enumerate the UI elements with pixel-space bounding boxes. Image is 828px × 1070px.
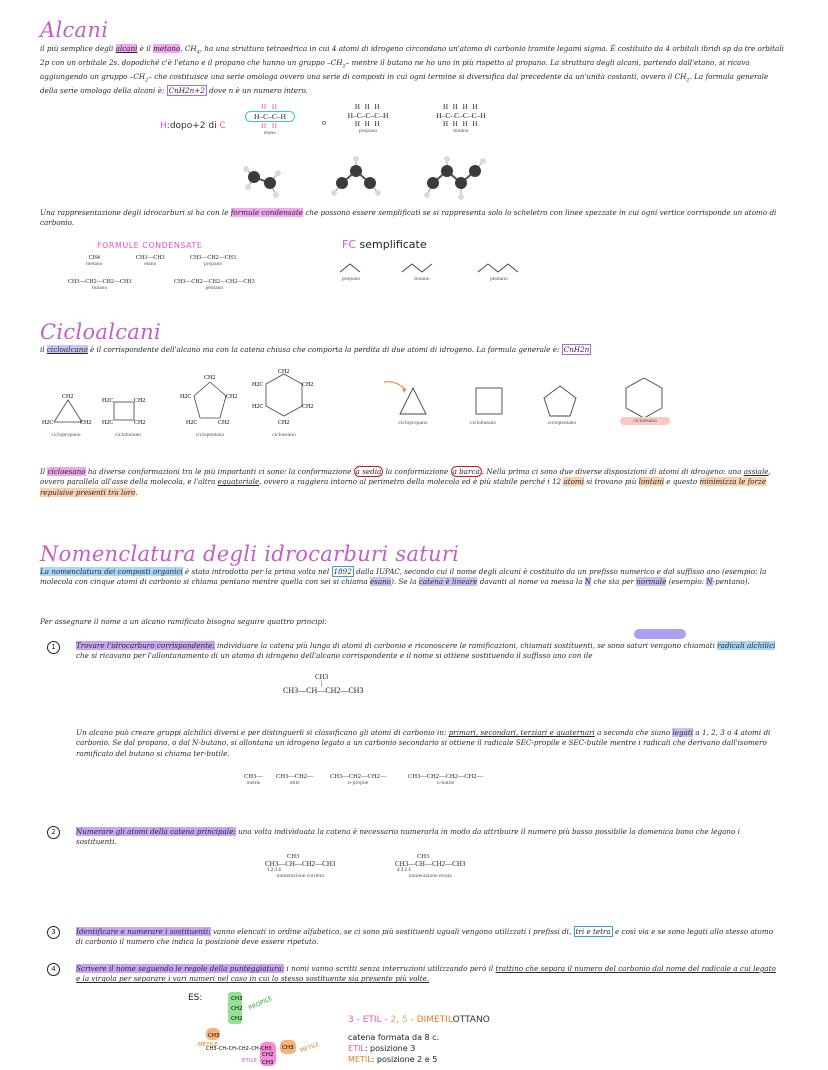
condensed-metano: CH4 metano — [86, 255, 103, 267]
etano-caption: etano — [263, 130, 277, 136]
cycloalkane-structures — [40, 368, 330, 428]
text-run: si trovano più — [584, 477, 639, 487]
alcani-paragraph-1 — [40, 44, 788, 96]
text-run: – — [345, 57, 352, 67]
hand-note — [160, 121, 226, 131]
caption-struct-ciclopentano: ciclopentano — [195, 432, 225, 438]
nomenclatura-paragraph-1 — [40, 567, 788, 588]
step-3-text — [76, 927, 776, 948]
alcani-paragraph-2 — [40, 208, 788, 229]
hand-note-c: C — [219, 121, 226, 131]
caption-struct-cicloesano: cicloesano — [272, 432, 296, 438]
text-run: CnH2n — [563, 345, 590, 354]
example-note-metil: METIL: posizione 2 e 5 — [348, 1055, 438, 1064]
example-name-dimetil: - DIMETIL — [407, 1015, 453, 1025]
poly-ciclopentano — [544, 386, 576, 416]
step-1-number: 1 — [47, 641, 60, 654]
poly-cicloesano — [626, 378, 662, 418]
step-4-number: 4 — [47, 963, 60, 976]
ball-stick-propano — [331, 156, 381, 196]
step-4-text — [76, 964, 776, 985]
svg-text:H2C: H2C — [252, 404, 264, 410]
svg-text:CH2: CH2 — [302, 382, 314, 388]
nomenclatura-intro: Per assegnare il nome a un alcano ramificato bisogna seguire quattro principi: — [40, 617, 327, 626]
text-run: primari, secondari, terziari e quaternari — [448, 728, 595, 737]
es-label: ES: — [188, 993, 203, 1003]
text-run: . La formula generale della serie omologa della alcani è: — [40, 71, 769, 95]
caption-struct-ciclobutano: ciclobutano — [114, 432, 142, 438]
condensed-propano: CH3—CH2—CH3 propano — [190, 255, 237, 267]
svg-text:CH3: CH3 — [231, 996, 243, 1002]
text-run: e così via e se sono legati allo stesso atomo di carbonio il numero che indica la posizione deve essere ripetuto. — [76, 927, 774, 947]
section-title-alcani: Alcani — [40, 18, 109, 42]
svg-text:CH2: CH2 — [218, 420, 230, 426]
num-wrong-nums: 4 3 2 1 — [397, 868, 411, 873]
text-run: . — [135, 487, 138, 497]
svg-text:H2C: H2C — [180, 394, 192, 400]
svg-text:H2C: H2C — [102, 398, 114, 404]
text-run: mentre il butano ne ho uno in più rispetto al propano. La struttura degli alcani, partendo dall'etano, si ricava aggiungendo un gruppo — [40, 57, 750, 81]
num-correct-top: CH3 — [287, 853, 300, 860]
text-run: ). Se la — [391, 577, 419, 587]
num-wrong-top: CH3 — [417, 853, 430, 860]
text-run: Una rappresentazione degli idrocarburi si ha con le — [40, 208, 231, 217]
svg-text:H2C: H2C — [252, 382, 264, 388]
text-run: legati — [672, 728, 694, 737]
text-run: dalla IUPAC, secondo cui il nome degli alcani è costituito da un prefisso numerico e dal suffisso ano (esempio: la molecola con cinque atomi di carbonio si chiama pentano mentre quella con sei si chiama — [40, 567, 767, 587]
text-run: alcani — [115, 44, 138, 53]
svg-text:H2C: H2C — [102, 420, 114, 426]
text-run: atomi — [563, 477, 585, 487]
text-run: 2 — [686, 77, 690, 84]
caption-struct-ciclopropano: ciclopropano — [51, 432, 81, 438]
text-run: e questo — [664, 477, 700, 487]
num-wrong-main: CH3—CH—CH2—CH3 — [395, 860, 466, 868]
svg-text:CH2: CH2 — [62, 394, 74, 400]
label-etile: ETILE — [242, 1058, 257, 1064]
section-title-cicloalcani: Cicloalcani — [40, 320, 161, 344]
butano-structure — [425, 103, 497, 134]
hand-note-h: H — [160, 121, 167, 131]
text-run: normale — [636, 577, 667, 587]
propano-mid: H–C–C–C–H — [347, 111, 389, 120]
svg-text:CH2: CH2 — [278, 369, 290, 375]
butano-bot: H H H H — [443, 120, 479, 128]
svg-text:CH2: CH2 — [134, 420, 146, 426]
ball-stick-etano — [243, 166, 281, 198]
propano-caption: propano — [358, 128, 378, 134]
text-run: a 1, 2, 3 o 4 atomi di carbonio. Se dal propano, o dal N-butano, si allontana un idrogeno legato a un carbonio secondario si ottiene il radicale SEC-propile e SEC-butile mentre i radicali che derivano dall'isomero ramificato del butano si chiama ter-butile. — [76, 728, 771, 758]
text-run: Il — [40, 467, 48, 476]
text-run: tri e tetra — [575, 927, 611, 936]
svg-text:CH2: CH2 — [231, 1006, 243, 1012]
text-run: cicloalcano — [46, 345, 88, 354]
text-run: a sedia — [355, 467, 382, 476]
struct-ciclobutano — [102, 398, 145, 426]
semplificate-label: semplificate — [359, 238, 427, 251]
label-metile-1: METILE — [198, 1042, 218, 1048]
svg-text:CH2: CH2 — [302, 404, 314, 410]
text-run: assiale — [743, 467, 769, 476]
num-correct-nums: 1 2 3 4 — [267, 868, 281, 873]
skeletal-propano — [340, 264, 360, 272]
svg-text:CH2: CH2 — [80, 420, 92, 426]
svg-text:CH2: CH2 — [226, 394, 238, 400]
step-2-number: 2 — [47, 826, 60, 839]
radical-npropile: CH3—CH2—CH2— n-propile — [330, 773, 387, 786]
condensed-formulas — [68, 255, 288, 300]
step-3-number: 3 — [47, 926, 60, 939]
text-run: , ovvero a raggiera intorno al perimetro della molecola ed è più stabile perché i 12 — [259, 477, 564, 487]
example-name — [348, 1015, 490, 1025]
branch-example-1: CH3 | CH3—CH—CH2—CH3 — [283, 673, 364, 695]
text-run: è il — [137, 44, 154, 53]
etano-structure — [245, 103, 295, 136]
caption-poly-ciclopropano: ciclopropano — [398, 420, 428, 426]
text-run: La nomenclatura dei composti organici — [40, 567, 183, 576]
etano-bot: H H — [261, 122, 279, 130]
text-run: è stata introdotta per la prima volta nel — [182, 567, 332, 576]
example-name-ottano: OTTANO — [452, 1015, 490, 1025]
text-run: CnH2n+2 — [168, 85, 205, 95]
butano-top: H H H H — [443, 103, 479, 111]
svg-text:H2C: H2C — [186, 420, 198, 426]
text-run: , ovvero parallela all'asse della molecola, e l'altra — [40, 467, 771, 487]
svg-text:CH2: CH2 — [231, 1016, 243, 1022]
text-run: 2 — [342, 63, 346, 70]
text-run: Un alcano può creare gruppi alchilici diversi e per distinguerli si classificano gli atomi di carbonio in: — [76, 728, 449, 737]
radicals-list — [244, 773, 504, 795]
text-run: N — [584, 577, 592, 587]
text-run: radicali alchilici — [717, 641, 776, 650]
or-label: o — [322, 118, 326, 127]
text-run: a barca — [452, 467, 480, 476]
text-run: è il corrispondente dell'alcano ma con la catena chiusa che comporta la perdita di due atomi di idrogeno. La formula generale è: — [87, 345, 562, 354]
formule-condensate-title: FORMULE CONDENSATE — [97, 241, 203, 250]
numerazione-corretta — [265, 853, 335, 879]
text-run: catena è lineare — [418, 577, 478, 587]
svg-text:CH2: CH2 — [262, 1052, 274, 1058]
svg-text:H2C: H2C — [42, 420, 54, 426]
skeletal-pentano — [478, 264, 518, 272]
cicloalcani-paragraph-2 — [40, 467, 788, 498]
skeletal-caption-butano: butano — [414, 276, 430, 282]
fc-label: FC — [342, 238, 357, 251]
caption-poly-ciclopentano: ciclopentano — [547, 420, 577, 426]
text-run: metano — [153, 44, 181, 53]
skeletal-caption-pentano: pentano — [490, 276, 508, 282]
ball-stick-butano — [424, 156, 486, 200]
num-correct-main: CH3—CH—CH2—CH3 — [265, 860, 336, 868]
svg-text:CH3: CH3 — [262, 1060, 274, 1066]
text-run: – — [148, 71, 155, 81]
propano-structure — [338, 103, 398, 134]
text-run: equatoriale — [217, 477, 260, 487]
label-metile-2: METILE — [299, 1041, 321, 1055]
skeletal-caption-propano: propano — [341, 276, 361, 282]
example-name-positions: 2, 5 — [390, 1015, 408, 1025]
svg-text:CH2: CH2 — [204, 375, 216, 381]
text-run: 1892 — [333, 567, 352, 576]
branch-1-top: CH3 — [315, 673, 329, 681]
svg-text:CH3: CH3 — [282, 1045, 294, 1051]
svg-text:CH3: CH3 — [208, 1033, 220, 1039]
svg-text:CH3–CH–CH–CH2–CH–CH3: CH3–CH–CH–CH2–CH–CH3 — [206, 1046, 272, 1052]
text-run: una volta individuata la catena è necessario numerarla in modo da attribuire il numero più basso possibile la domenica bono che legano i sostituenti. — [76, 827, 740, 847]
numerazione-errata — [395, 853, 465, 879]
example-note-catena: catena formata da 8 c. — [348, 1033, 440, 1042]
num-correct-caption: numerazione corretta — [276, 873, 324, 879]
svg-text:CH2: CH2 — [278, 420, 290, 426]
etano-mid: H–C–C–H — [245, 111, 295, 122]
text-run: che separa il numero del carbonio dal nome del radicale a cui legato e la virgola per separare i vari numeri nel caso in cui lo stesso sostituente sia presente più volte. — [76, 964, 776, 984]
step-1-text — [76, 641, 776, 662]
butano-caption: butano — [453, 128, 469, 134]
radicali-paragraph — [76, 728, 780, 759]
radical-etile: CH3—CH2— etile — [276, 773, 314, 786]
skeletal-formulas — [336, 258, 536, 278]
propano-top: H H H — [354, 103, 382, 111]
condensed-etano: CH3—CH3 etano — [136, 255, 165, 267]
text-run: che costituisce una serie omologa ovvero una serie di composti in cui ogni termine si diversifica dal precedente da un'unità costanti, ovvero il CH — [154, 71, 687, 81]
text-run: Scrivere il nome seguendo le regole della punteggiatura: — [76, 964, 285, 973]
example-note-etil: ETIL: posizione 3 — [348, 1044, 416, 1053]
highlight-mark — [634, 629, 686, 639]
ball-stick-models — [240, 155, 560, 203]
text-run: lontani — [638, 477, 664, 487]
text-run: Numerare gli atomi della catena principale: — [76, 827, 236, 836]
text-run: esano — [369, 577, 392, 587]
text-run: che possono essere semplificati se si rappresenta solo lo scheletro con linee spezzate in cui ogni vertice corrisponde un atomo di carbonio. — [40, 208, 777, 228]
svg-text:CH2: CH2 — [134, 398, 146, 404]
hand-note-text: :dopo+2 di — [166, 121, 217, 131]
text-run: -pentano). — [712, 577, 750, 587]
text-run: minimizza le forze repulsive presenti tra loro — [40, 477, 767, 497]
condensed-butano: CH3—CH2—CH2—CH3 butano — [68, 279, 132, 291]
label-propile: PROPILE — [247, 995, 274, 1012]
text-run: il — [40, 345, 47, 354]
text-run: trattino — [495, 964, 524, 973]
text-run: il più semplice degli — [40, 44, 116, 53]
text-run: vanno elencati in ordine alfabetico, se ci sono più sostituenti uguali vengono utilizzati i prefissi di, — [210, 927, 574, 936]
text-run: 4 — [196, 49, 200, 56]
butano-mid: H–C–C–C–C–H — [436, 111, 486, 120]
condensed-pentano: CH3—CH2—CH2—CH2—CH3 pentano — [174, 279, 255, 291]
caption-poly-cicloesano: cicloesano — [620, 417, 670, 425]
text-run: Identificare e numerare i sostituenti: — [76, 927, 211, 936]
num-wrong-caption: numerazione errata — [408, 873, 452, 879]
struct-ciclopropano — [42, 394, 91, 426]
text-run: che sta per — [591, 577, 637, 587]
skeletal-butano — [402, 264, 432, 272]
fc-semplificate-title — [342, 238, 427, 251]
text-run: che si ricavano per l'allontanamento di un atomo di idrogeno dell'alcano corrispondente e il nome si ottiene sostituendo il suffisso ano con ile — [76, 651, 593, 661]
text-run: la conformazione — [383, 467, 451, 476]
caption-poly-ciclobutano: ciclobutano — [469, 420, 497, 426]
text-run: dove n è un numero intero. — [206, 85, 308, 95]
text-run: (esempio: — [666, 577, 707, 587]
etano-top: H H — [261, 103, 279, 111]
text-run: a seconda che siano — [594, 728, 673, 737]
branch-1-main: CH3—CH—CH2—CH3 — [283, 686, 364, 695]
radical-nbutile: CH3—CH2—CH2—CH2— n-butile — [408, 773, 484, 786]
text-run: N — [706, 577, 713, 587]
struct-ciclopentano — [180, 375, 237, 426]
text-run: formule condensate — [230, 208, 304, 217]
text-run: –CH — [327, 57, 343, 67]
struct-cicloesano — [252, 369, 313, 426]
text-run: davanti al nome va messa la — [477, 577, 585, 587]
section-title-nomenclatura: Nomenclatura degli idrocarburi saturi — [40, 542, 460, 566]
text-run: , ha una struttura tetraedrica in cui 4 atomi di idrogeno circondano un'atomo di carbonio tramite legami sigma. È costituito da 4 orbitali ibridi sp da tre orbitali 2p con un orbitale 2s. dopodiché c'è l'etano e il propano che hanno un gruppo — [40, 44, 784, 67]
text-run: cicloesano — [47, 467, 86, 476]
text-run: . Nella prima ci sono due diverse disposizioni di atomi di idrogeno: una — [481, 467, 744, 476]
text-run: 2 — [145, 77, 149, 84]
text-run: ha diverse conformazioni tra le più importanti ci sono: la conformazione — [85, 467, 354, 476]
text-run: –CH — [129, 71, 146, 81]
text-run: individuare la catena più lunga di atomi di carbonio e riconoscere le ramificazioni, chiamati sostituenti, se sono saturi vengono chiamati — [214, 641, 718, 650]
step-2-text — [76, 827, 776, 848]
text-run: , CH — [180, 44, 197, 53]
poly-ciclobutano — [476, 388, 502, 414]
example-notes — [348, 1032, 439, 1065]
text-run: i nomi vanno scritti senza interruzioni utilizzando però il — [284, 964, 496, 973]
text-run: Trovare l'idrocarburo corrispondente: — [76, 641, 215, 650]
propano-bot: H H H — [354, 120, 382, 128]
cicloalcani-paragraph-1 — [40, 345, 788, 355]
example-name-etil: 3 - ETIL - — [348, 1015, 391, 1025]
radical-metile: CH3— metile — [244, 773, 263, 786]
